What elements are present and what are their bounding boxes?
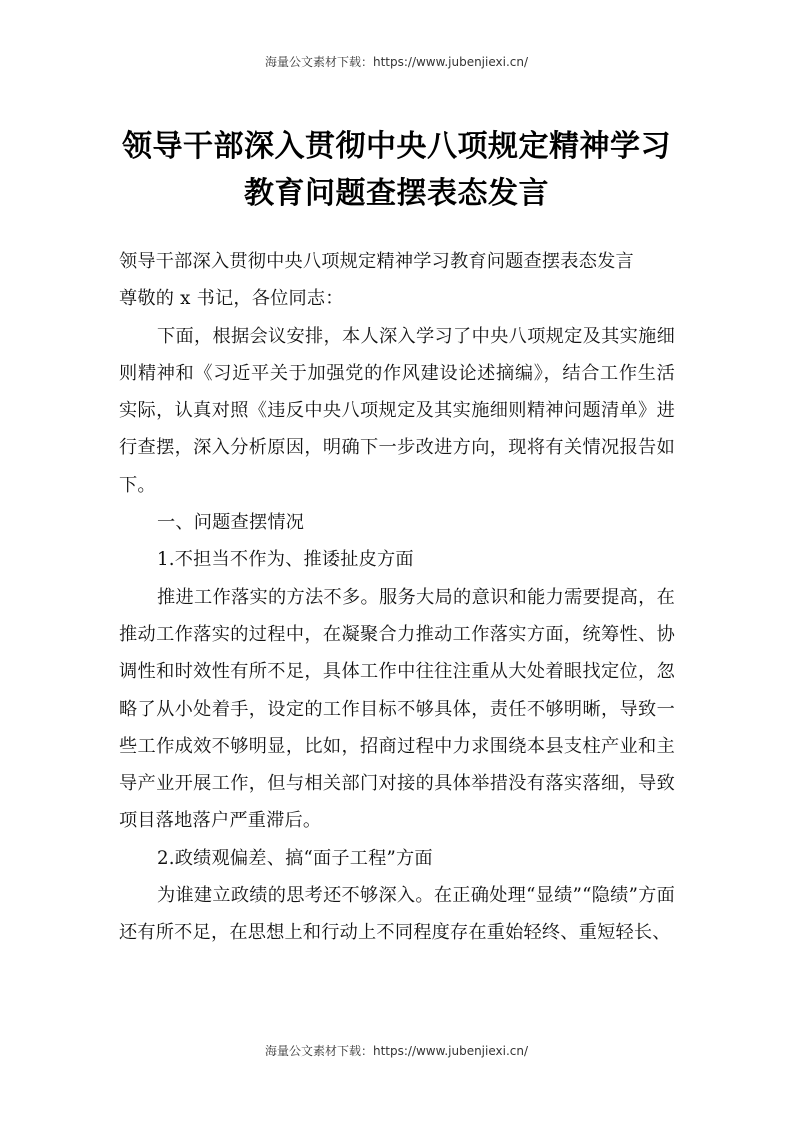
intro-paragraph: 下面，根据会议安排，本人深入学习了中央八项规定及其实施细则精神和《习近平关于加强党的作风建设论述摘编》，结合工作生活实际，认真对照《违反中央八项规定及其实施细则精神问题清单》进行查摆，深入分析原因，明确下一步改进方向，现将有关情况报告如下。 [119, 325, 675, 496]
subsection-heading-2: 2.政绩观偏差、搞“面子工程”方面 [157, 847, 433, 869]
subsection-heading-1: 1.不担当不作为、推诿扯皮方面 [157, 549, 414, 571]
page-footer: 海量公文素材下载：https://www.jubenjiexi.cn/ [264, 1044, 529, 1058]
body-paragraph-1: 推进工作落实的方法不多。服务大局的意识和能力需要提高，在推动工作落实的过程中，在凝聚合力推动工作落实方面，统筹性、协调性和时效性有所不足，具体工作中往往注重从大处着眼找定位，忽略了从小处着手，设定的工作目标不够具体，责任不够明晰，导致一些工作成效不够明显，比如，招商过程中力求围绕本县支柱产业和主导产业开展工作，但与相关部门对接的具体举措没有落实落细，导致项目落地落户严重滞后。 [119, 586, 675, 832]
subtitle-paragraph: 领导干部深入贯彻中央八项规定精神学习教育问题查摆表态发言 [119, 251, 634, 272]
page-header: 海量公文素材下载：https://www.jubenjiexi.cn/ [264, 55, 529, 69]
salutation: 尊敬的 x 书记，各位同志： [119, 288, 344, 310]
body-paragraph-2: 为谁建立政绩的思考还不够深入。在正确处理“显绩”“隐绩”方面还有所不足，在思想上和行动上不同程度存在重始轻终、重短轻长、 [119, 885, 675, 944]
document-title-line-1: 领导干部深入贯彻中央八项规定精神学习 [122, 129, 671, 164]
document-body [119, 243, 675, 952]
document-title-line-2: 教育问题查摆表态发言 [244, 176, 549, 211]
section-heading-1: 一、问题查摆情况 [157, 512, 305, 534]
